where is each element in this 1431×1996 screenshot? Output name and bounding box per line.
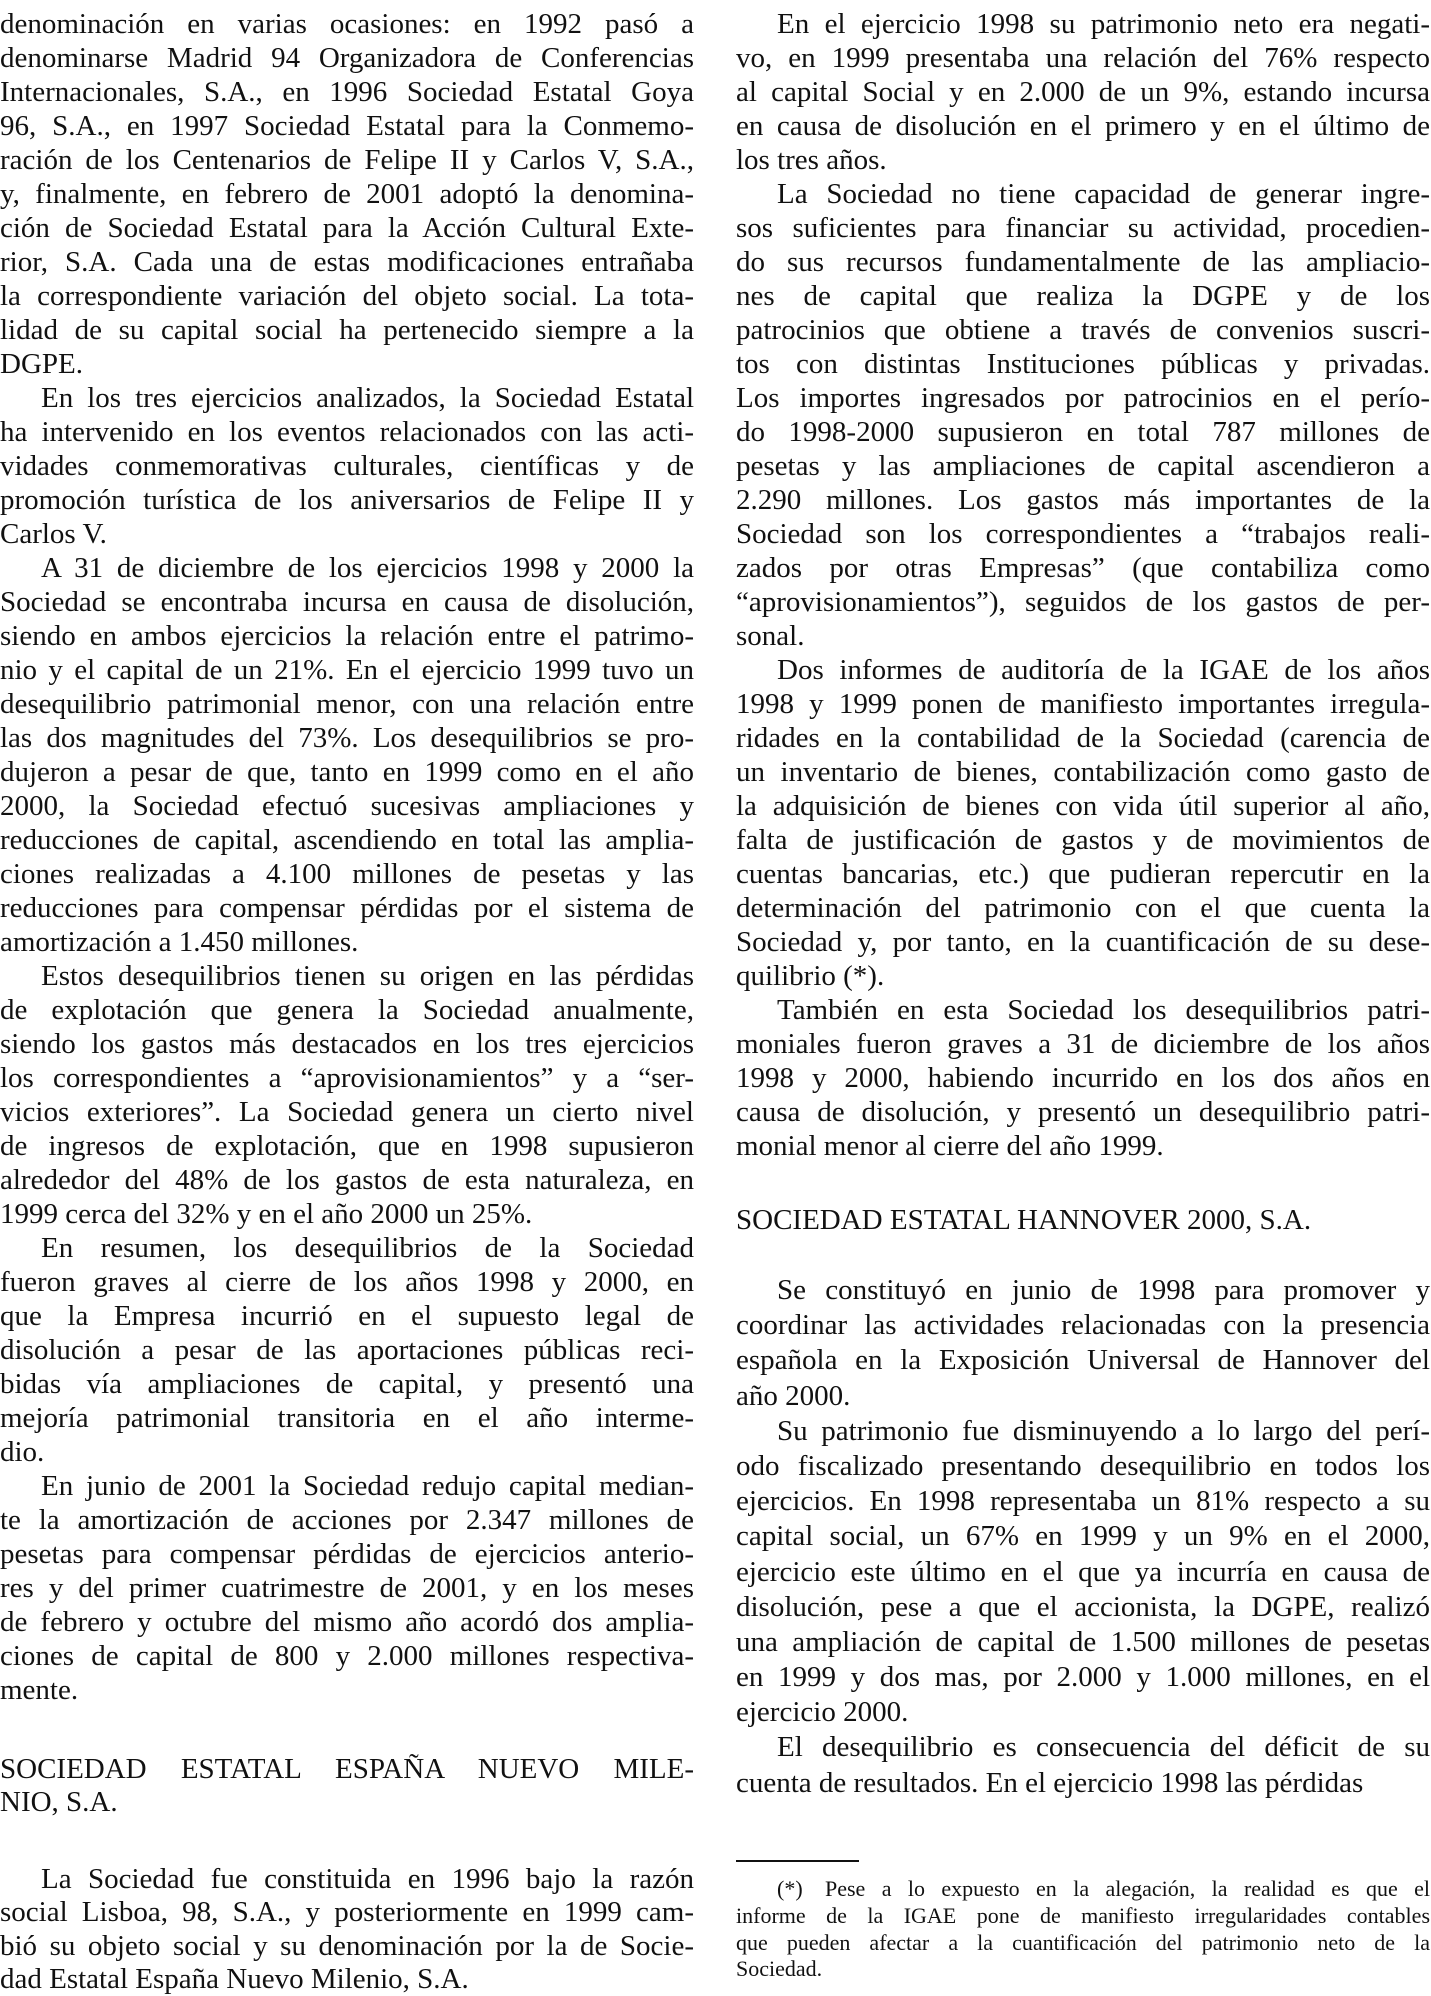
text-line: denominación en varias ocasiones: en 1992 pasó a — [0, 8, 694, 40]
text-line: vidades conmemorativas culturales, científicas y de — [0, 450, 694, 482]
text-line: coordinar las actividades relacionadas con la presencia — [736, 1309, 1430, 1342]
text-line: ración de los Centenarios de Felipe II y Carlos V, S.A., — [0, 144, 694, 176]
footnote-line: que pueden afectar a la cuantificación del patrimonio neto de la — [736, 1929, 1430, 1955]
text-line: siendo en ambos ejercicios la relación entre el patrimo- — [0, 620, 694, 652]
text-line: amortización a 1.450 millones. — [0, 926, 359, 958]
text-line: dio. — [0, 1436, 45, 1468]
text-line: Carlos V. — [0, 518, 107, 550]
text-line: año 2000. — [736, 1379, 851, 1412]
text-line: do 1998-2000 supusieron en total 787 millones de — [736, 416, 1430, 448]
paragraph — [0, 7, 694, 381]
footnote-divider — [736, 1860, 859, 1862]
text-line: tos con distintas Instituciones públicas y privadas. — [736, 348, 1430, 380]
text-line: pesetas y las ampliaciones de capital ascendieron a — [736, 450, 1430, 482]
text-line: En resumen, los desequilibrios de la Sociedad — [41, 1232, 694, 1264]
text-line: monial menor al cierre del año 1999. — [736, 1130, 1164, 1162]
text-line: siendo los gastos más destacados en los tres ejercicios — [0, 1028, 694, 1060]
text-line: Se constituyó en junio de 1998 para promover y — [777, 1274, 1430, 1306]
paragraph — [736, 1273, 1430, 1414]
paragraph — [736, 7, 1430, 177]
text-line: ciones realizadas a 4.100 millones de pesetas y las — [0, 858, 694, 890]
text-line: odo fiscalizado presentando desequilibrio en todos los — [736, 1449, 1430, 1482]
text-line: 2000, la Sociedad efectuó sucesivas ampliaciones y — [0, 790, 694, 822]
text-line: vo, en 1999 presentaba una relación del 76% respecto — [736, 42, 1430, 74]
text-line: SOCIEDAD ESTATAL HANNOVER 2000, S.A. — [736, 1204, 1312, 1236]
left-column-body — [0, 7, 694, 1707]
text-line: nio y el capital de un 21%. En el ejercicio 1999 tuvo un — [0, 654, 694, 686]
text-line: desequilibrio patrimonial menor, con una relación entre — [0, 688, 694, 720]
text-line: sonal. — [736, 620, 805, 652]
text-line: causa de disolución, y presentó un desequilibrio patri- — [736, 1096, 1430, 1128]
paragraph — [0, 1753, 694, 1819]
text-line: 1998 y 1999 ponen de manifiesto importantes irregula- — [736, 688, 1430, 720]
paragraph — [736, 1414, 1430, 1731]
section-heading-hannover-2000 — [736, 1203, 1430, 1237]
text-line: En junio de 2001 la Sociedad redujo capital median- — [41, 1470, 694, 1502]
text-line: Su patrimonio fue disminuyendo a lo largo del perí- — [777, 1414, 1430, 1447]
paragraph — [0, 381, 694, 551]
text-line: la adquisición de bienes con vida útil superior al año, — [736, 790, 1430, 822]
text-line: social Lisboa, 98, S.A., y posteriormente en 1999 cam- — [0, 1896, 694, 1929]
text-line: reducciones para compensar pérdidas por el sistema de — [0, 892, 694, 924]
text-line: Sociedad y, por tanto, en la cuantificación de su dese- — [736, 926, 1430, 958]
text-line: quilibrio (*). — [736, 960, 885, 992]
text-line: Estos desequilibrios tienen su origen en las pérdidas — [41, 960, 694, 992]
text-line: capital social, un 67% en 1999 y un 9% en el 2000, — [736, 1520, 1430, 1553]
text-line: disolución, pese a que el accionista, la DGPE, realizó — [736, 1590, 1430, 1623]
text-line: ridades en la contabilidad de la Sociedad (carencia de — [736, 722, 1430, 754]
text-line: alrededor del 48% de los gastos de esta naturaleza, en — [0, 1164, 694, 1196]
text-line: te la amortización de acciones por 2.347 millones de — [0, 1504, 694, 1536]
paragraph — [0, 1469, 694, 1707]
paragraph — [736, 653, 1430, 993]
text-line: española en la Exposición Universal de Hannover del — [736, 1344, 1430, 1377]
text-line: Dos informes de auditoría de la IGAE de los años — [777, 654, 1430, 686]
text-line: En los tres ejercicios analizados, la Sociedad Estatal — [41, 382, 694, 414]
text-line: lidad de su capital social ha pertenecido siempre a la — [0, 314, 694, 346]
paragraph — [736, 1730, 1430, 1800]
text-line: en 1999 y dos mas, por 2.000 y 1.000 millones, en el — [736, 1661, 1430, 1694]
text-line: 1999 cerca del 32% y en el año 2000 un 25%. — [0, 1198, 533, 1230]
text-line: bió su objeto social y su denominación por la de Socie- — [0, 1929, 694, 1962]
text-line: 1998 y 2000, habiendo incurrido en los dos años en — [736, 1062, 1430, 1094]
section-heading-espana-nuevo-milenio — [0, 1753, 694, 1819]
text-line: reducciones de capital, ascendiendo en total las amplia- — [0, 824, 694, 856]
text-line: pesetas para compensar pérdidas de ejercicios anterio- — [0, 1538, 694, 1570]
text-line: Sociedad son los correspondientes a “trabajos reali- — [736, 518, 1430, 550]
text-line: nes de capital que realiza la DGPE y de los — [736, 280, 1430, 312]
text-line: ción de Sociedad Estatal para la Acción Cultural Exte- — [0, 212, 694, 244]
text-line: la correspondiente variación del objeto social. La tota- — [0, 280, 694, 312]
text-line: las dos magnitudes del 73%. Los desequilibrios se pro- — [0, 722, 694, 754]
text-line: en causa de disolución en el primero y en el último de — [736, 110, 1430, 142]
text-line: los correspondientes a “aprovisionamientos” y a “ser- — [0, 1062, 694, 1094]
left-column-section-body — [0, 1863, 694, 1996]
text-line: disolución a pesar de las aportaciones públicas reci- — [0, 1334, 694, 1366]
right-column-section-body — [736, 1273, 1430, 1801]
text-line: una ampliación de capital de 1.500 millones de pesetas — [736, 1625, 1430, 1658]
text-line: que la Empresa incurrió en el supuesto legal de — [0, 1300, 694, 1332]
text-line: falta de justificación de gastos y de movimientos de — [736, 824, 1430, 856]
text-line: cuenta de resultados. En el ejercicio 1998 las pérdidas — [736, 1766, 1364, 1799]
paragraph — [0, 551, 694, 959]
text-line: 2.290 millones. Los gastos más importantes de la — [736, 484, 1430, 516]
text-line: moniales fueron graves a 31 de diciembre de los años — [736, 1028, 1430, 1060]
text-line: promoción turística de los aniversarios de Felipe II y — [0, 484, 694, 516]
right-column-body — [736, 7, 1430, 1163]
text-line: y, finalmente, en febrero de 2001 adoptó la denomina- — [0, 178, 694, 210]
paragraph — [0, 1231, 694, 1469]
text-line: ejercicios. En 1998 representaba un 81% respecto a su — [736, 1485, 1430, 1518]
footnote-line: Sociedad. — [736, 1956, 823, 1982]
text-line: bidas vía ampliaciones de capital, y presentó una — [0, 1368, 694, 1400]
text-line: ejercicio este último en el que ya incurría en causa de — [736, 1555, 1430, 1588]
text-line: al capital Social y en 2.000 de un 9%, estando incursa — [736, 76, 1430, 108]
text-line: de ingresos de explotación, que en 1998 supusieron — [0, 1130, 694, 1162]
text-line: ciones de capital de 800 y 2.000 millones respectiva- — [0, 1640, 694, 1672]
text-line: de explotación que genera la Sociedad anualmente, — [0, 994, 694, 1026]
text-line: También en esta Sociedad los desequilibrios patri- — [777, 994, 1430, 1026]
text-line: La Sociedad no tiene capacidad de generar ingre- — [777, 178, 1430, 210]
paragraph — [0, 1863, 694, 1996]
text-line: do sus recursos fundamentalmente de las ampliacio- — [736, 246, 1430, 278]
footnote-text: Pese a lo expuesto en la alegación, la realidad es que el — [825, 1876, 1430, 1901]
text-line: fueron graves al cierre de los años 1998 y 2000, en — [0, 1266, 694, 1298]
text-line: SOCIEDAD ESTATAL ESPAÑA NUEVO MILE- — [0, 1753, 694, 1785]
text-line: rior, S.A. Cada una de estas modificaciones entrañaba — [0, 246, 694, 278]
text-line: dad Estatal España Nuevo Milenio, S.A. — [0, 1962, 469, 1995]
text-line: denominarse Madrid 94 Organizadora de Conferencias — [0, 42, 694, 74]
text-line: Los importes ingresados por patrocinios en el perío- — [736, 382, 1430, 414]
text-line: res y del primer cuatrimestre de 2001, y en los meses — [0, 1572, 694, 1604]
footnote-marker: (*) — [777, 1876, 803, 1901]
text-line: “aprovisionamientos”), seguidos de los gastos de per- — [736, 586, 1430, 618]
text-line: mejoría patrimonial transitoria en el año interme- — [0, 1402, 694, 1434]
paragraph — [736, 993, 1430, 1163]
text-line: Sociedad se encontraba incursa en causa de disolución, — [0, 586, 694, 618]
footnote — [736, 1876, 1430, 1983]
text-line: NIO, S.A. — [0, 1786, 118, 1818]
text-line: sos suficientes para financiar su actividad, procedien- — [736, 212, 1430, 244]
text-line: dujeron a pesar de que, tanto en 1999 como en el año — [0, 756, 694, 788]
text-line: de febrero y octubre del mismo año acordó dos amplia- — [0, 1606, 694, 1638]
paragraph — [736, 177, 1430, 653]
text-line: vicios exteriores”. La Sociedad genera un cierto nivel — [0, 1096, 694, 1128]
text-line: Internacionales, S.A., en 1996 Sociedad Estatal Goya — [0, 76, 694, 108]
text-line: ejercicio 2000. — [736, 1696, 909, 1729]
text-line: determinación del patrimonio con el que cuenta la — [736, 892, 1430, 924]
text-line: patrocinios que obtiene a través de convenios suscri- — [736, 314, 1430, 346]
text-line: un inventario de bienes, contabilización como gasto de — [736, 756, 1430, 788]
paragraph — [736, 1203, 1430, 1237]
text-line: La Sociedad fue constituida en 1996 bajo la razón — [41, 1863, 694, 1895]
text-line: mente. — [0, 1674, 79, 1706]
footnote-line — [736, 1876, 1430, 1903]
text-line: 96, S.A., en 1997 Sociedad Estatal para la Conmemo- — [0, 110, 694, 142]
text-line: A 31 de diciembre de los ejercicios 1998 y 2000 la — [41, 552, 694, 584]
text-line: En el ejercicio 1998 su patrimonio neto era negati- — [777, 8, 1430, 40]
text-line: zados por otras Empresas” (que contabiliza como — [736, 552, 1430, 584]
paragraph — [0, 959, 694, 1231]
text-line: DGPE. — [0, 348, 83, 380]
footnote-line: informe de la IGAE pone de manifiesto irregularidades contables — [736, 1902, 1430, 1928]
text-line: cuentas bancarias, etc.) que pudieran repercutir en la — [736, 858, 1430, 890]
text-line: El desequilibrio es consecuencia del déficit de su — [777, 1731, 1430, 1764]
text-line: los tres años. — [736, 144, 887, 176]
text-line: ha intervenido en los eventos relacionados con las acti- — [0, 416, 694, 448]
